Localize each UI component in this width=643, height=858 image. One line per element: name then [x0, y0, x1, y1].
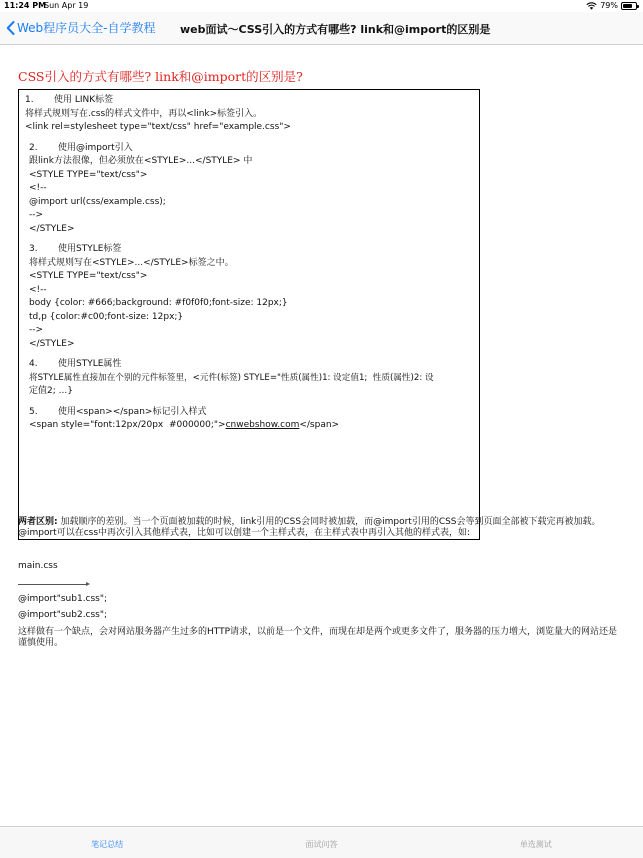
section-2-code: @import url(css/example.css);: [29, 196, 166, 207]
tab-notes-summary[interactable]: 笔记总结: [91, 840, 124, 849]
main-css-label: main.css: [18, 561, 58, 571]
import-example: [18, 561, 624, 649]
status-time: 11:24 PM: [4, 1, 47, 10]
section-5-code-close: </span>: [299, 420, 340, 430]
back-button-label: Web程序员大全-自学教程: [17, 21, 156, 35]
difference-label: 两者区别:: [18, 517, 58, 527]
section-2-heading: [25, 142, 474, 156]
section-3-code: </STYLE>: [29, 338, 75, 349]
section-1-line: 将样式规则写在.css的样式文件中，再以<link>标签引入。: [25, 108, 263, 119]
tab-single-choice-test[interactable]: 单选测试: [519, 840, 552, 849]
section-3-code: td,p {color:#c00;font-size: 12px;}: [29, 311, 184, 322]
methods-box: [18, 89, 480, 540]
cnwebshow-link[interactable]: cnwebshow.com: [225, 420, 300, 430]
tab-interview-qa[interactable]: 面试问答: [305, 840, 338, 849]
arrow-icon: [18, 580, 90, 589]
section-2-code: -->: [29, 210, 44, 220]
import-line: @import"sub2.css";: [18, 610, 108, 620]
section-3-code: -->: [29, 325, 44, 335]
section-3-line: 将样式规则写在<STYLE>...</STYLE>标签之中。: [29, 257, 234, 268]
battery-icon: [621, 2, 637, 10]
article-heading: CSS引入的方式有哪些? link和@import的区别是?: [18, 69, 303, 84]
section-3-code: body {color: #666;background: #f0f0f0;font-size: 12px;}: [29, 298, 288, 308]
section-2-code: <STYLE TYPE="text/css">: [29, 169, 148, 180]
section-4-heading: [25, 358, 474, 372]
section-5-heading: [25, 406, 474, 420]
section-5-code-open: <span style="font:12px/20px #000000;">: [29, 420, 226, 430]
section-1-heading: [25, 94, 474, 108]
section-2-code: </STYLE>: [29, 223, 75, 234]
back-button[interactable]: [6, 19, 156, 36]
section-3-title: 使用STYLE标签: [58, 244, 122, 254]
battery-fill: [623, 4, 632, 8]
section-5-number: 5.: [29, 406, 38, 417]
article-content[interactable]: [0, 46, 643, 826]
section-5-title: 使用<span></span>标记引入样式: [58, 406, 207, 417]
difference-text: 加载顺序的差别。当一个页面被加载的时候，link引用的CSS会同时被加载，而@import引用的CSS会等到页面全部被下载完再被加载。@import可以在css中再次引入其他样式表，比如可以创建一个主样式表，在主样式表中再引入其他的样式表，如:: [18, 517, 601, 538]
tab-bar: [0, 826, 643, 858]
section-2-number: 2.: [29, 142, 38, 153]
section-3-code: <!--: [29, 284, 47, 295]
battery-percent: 79%: [600, 1, 618, 10]
nav-bar: [0, 12, 643, 45]
section-4-number: 4.: [29, 359, 38, 369]
import-line: @import"sub1.css";: [18, 594, 108, 604]
section-4-title: 使用STYLE属性: [58, 359, 122, 369]
section-2-title: 使用@import引入: [58, 142, 133, 153]
status-bar: [0, 0, 643, 12]
section-1-number: 1.: [25, 95, 34, 105]
difference-paragraph: [18, 517, 624, 539]
section-3-code: <STYLE TYPE="text/css">: [29, 271, 148, 281]
section-4-line: 将STYLE属性直接加在个别的元件标签里，<元件(标签) STYLE="性质(属性)1: 设定值1; 性质(属性)2: 设: [29, 372, 434, 383]
section-2-code: <!--: [29, 183, 47, 193]
section-5-code: [25, 419, 474, 433]
section-1-code: <link rel=stylesheet type="text/css" href="example.css">: [25, 122, 291, 132]
section-3-heading: [25, 243, 474, 257]
wifi-icon: [586, 2, 597, 10]
section-4-line: 定值2; ...}: [29, 386, 73, 396]
chevron-left-icon: [6, 21, 15, 35]
drawback-paragraph: 这样做有一个缺点，会对网站服务器产生过多的HTTP请求，以前是一个文件，而现在却是两个或更多文件了，服务器的压力增大，浏览量大的网站还是谨慎使用。: [18, 627, 618, 648]
status-right: [586, 1, 637, 10]
status-date: Sun Apr 19: [44, 1, 89, 10]
section-3-number: 3.: [29, 244, 38, 254]
page-title-bar: web面试～CSS引入的方式有哪些? link和@import的区别是: [180, 23, 491, 36]
section-2-line: 跟link方法很像，但必须放在<STYLE>...</STYLE> 中: [29, 156, 253, 166]
section-1-title: 使用 LINK标签: [54, 95, 114, 105]
